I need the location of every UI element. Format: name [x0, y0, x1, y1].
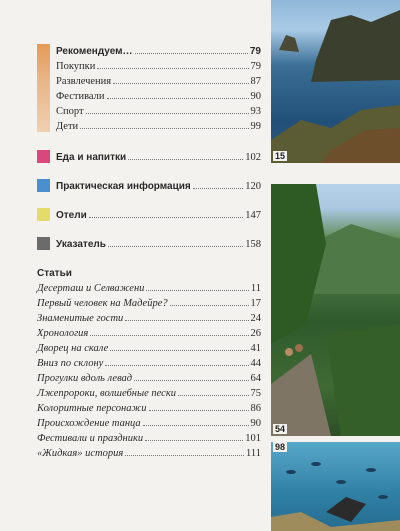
article-label: Прогулки вдоль левад [37, 373, 133, 384]
article-entry[interactable] [37, 281, 261, 296]
underwater-illustration [271, 442, 400, 531]
article-page: 26 [250, 328, 261, 339]
dot-leader [134, 371, 248, 381]
article-label: Знаменитые гости [37, 313, 124, 324]
dot-leader [86, 104, 249, 114]
toc-entry-festivals[interactable] [56, 89, 261, 103]
toc-section-label: Еда и напитки [56, 152, 127, 163]
article-page: 17 [250, 298, 261, 309]
cliff-shape [311, 10, 400, 82]
tree-canopy-left [271, 184, 326, 344]
toc-entry-entertainment[interactable] [56, 74, 261, 88]
toc-entry-label: Развлечения [56, 76, 112, 87]
article-entry[interactable] [37, 386, 261, 401]
toc-entry-page: 99 [250, 121, 261, 132]
section-color-swatch [37, 179, 50, 192]
photo-page-number: 15 [275, 151, 286, 161]
toc-entry-page: 79 [249, 46, 261, 57]
toc-entry-page: 93 [250, 106, 261, 117]
toc-section-food[interactable] [37, 150, 261, 164]
article-label: Первый человек на Мадейре? [37, 298, 168, 309]
dot-leader [135, 44, 248, 54]
fish-shape [378, 495, 388, 499]
dot-leader [149, 401, 249, 411]
article-page: 11 [250, 283, 261, 294]
dot-leader [80, 119, 248, 129]
article-label: Происхождение танца [37, 418, 141, 429]
diver-shape [326, 497, 366, 522]
toc-section-label: Практическая информация [56, 181, 191, 192]
article-label: Лжепророки, волшебные пески [37, 388, 176, 399]
article-label: Десерташ и Селважени [37, 283, 145, 294]
dot-leader [178, 386, 249, 396]
cliffs-illustration [271, 0, 400, 163]
dot-leader [193, 179, 244, 189]
dot-leader [110, 341, 248, 351]
forest-illustration [271, 184, 400, 436]
islet-shape [279, 35, 299, 52]
article-entry[interactable] [37, 371, 261, 386]
article-entry[interactable] [37, 341, 261, 356]
toc-entry-recommended[interactable] [56, 44, 261, 58]
tree-canopy-right [326, 324, 400, 436]
toc-entry-page: 90 [250, 91, 261, 102]
article-page: 44 [250, 358, 261, 369]
article-entry[interactable] [37, 416, 261, 431]
toc-entry-page: 79 [250, 61, 261, 72]
dot-leader [170, 296, 249, 306]
fish-shape [366, 468, 376, 472]
article-page: 75 [250, 388, 261, 399]
dot-leader [97, 59, 248, 69]
section-color-swatch [37, 208, 50, 221]
hiker-figure [285, 348, 293, 356]
article-label: Вниз по склону [37, 358, 104, 369]
toc-section-practical-info[interactable] [37, 179, 261, 193]
article-entry[interactable] [37, 446, 261, 461]
dot-leader [107, 89, 249, 99]
article-label: Дворец на скале [37, 343, 109, 354]
dot-leader [146, 281, 248, 291]
toc-section-label: Отели [56, 210, 87, 221]
dot-leader [108, 237, 243, 247]
dot-leader [143, 416, 249, 426]
dot-leader [105, 356, 248, 366]
toc-section-page: 158 [245, 239, 261, 250]
article-entry[interactable] [37, 296, 261, 311]
dot-leader [125, 311, 248, 321]
article-page: 41 [250, 343, 261, 354]
dot-leader [90, 326, 248, 336]
fish-shape [336, 480, 346, 484]
article-label: «Жидкая» история [37, 448, 124, 459]
toc-entry-children[interactable] [56, 119, 261, 133]
toc-section-page: 102 [245, 152, 261, 163]
photo-page-number: 54 [275, 424, 286, 434]
toc-entry-label: Дети [56, 121, 79, 132]
toc-entry-label: Спорт [56, 106, 84, 117]
toc-entry-label: Рекомендуем… [56, 46, 133, 57]
articles-heading: Статьи [37, 268, 72, 279]
fish-shape [286, 470, 296, 474]
dot-leader [128, 150, 243, 160]
dot-leader [145, 431, 243, 441]
article-label: Колоритные персонажи [37, 403, 147, 414]
article-entry[interactable] [37, 326, 261, 341]
article-page: 86 [250, 403, 261, 414]
toc-section-page: 120 [245, 181, 261, 192]
toc-entry-page: 87 [250, 76, 261, 87]
toc-entry-sport[interactable] [56, 104, 261, 118]
article-entry[interactable] [37, 431, 261, 446]
section-color-swatch [37, 237, 50, 250]
photo-page-number: 98 [275, 442, 286, 452]
article-label: Фестивали и праздники [37, 433, 144, 444]
dot-leader [89, 208, 244, 218]
article-page: 111 [246, 448, 261, 459]
article-entry[interactable] [37, 311, 261, 326]
article-page: 101 [245, 433, 261, 444]
article-entry[interactable] [37, 401, 261, 416]
hiker-figure [295, 344, 303, 352]
toc-section-index[interactable] [37, 237, 261, 251]
article-page: 64 [250, 373, 261, 384]
article-entry[interactable] [37, 356, 261, 371]
toc-entry-shopping[interactable] [56, 59, 261, 73]
toc-section-label: Указатель [56, 239, 106, 250]
toc-section-hotels[interactable] [37, 208, 261, 222]
article-label: Хронология [37, 328, 89, 339]
dot-leader [125, 446, 244, 456]
toc-section-page: 147 [245, 210, 261, 221]
fish-shape [311, 462, 321, 466]
coastal-cliffs-photo [271, 0, 400, 163]
recommended-color-bar [37, 44, 50, 132]
article-page: 24 [250, 313, 261, 324]
articles-list [37, 268, 261, 461]
section-color-swatch [37, 150, 50, 163]
underwater-photo [271, 442, 400, 531]
article-page: 90 [250, 418, 261, 429]
dot-leader [113, 74, 248, 84]
toc-entry-label: Фестивали [56, 91, 105, 102]
forest-trail-photo [271, 184, 400, 436]
toc-entry-label: Покупки [56, 61, 96, 72]
